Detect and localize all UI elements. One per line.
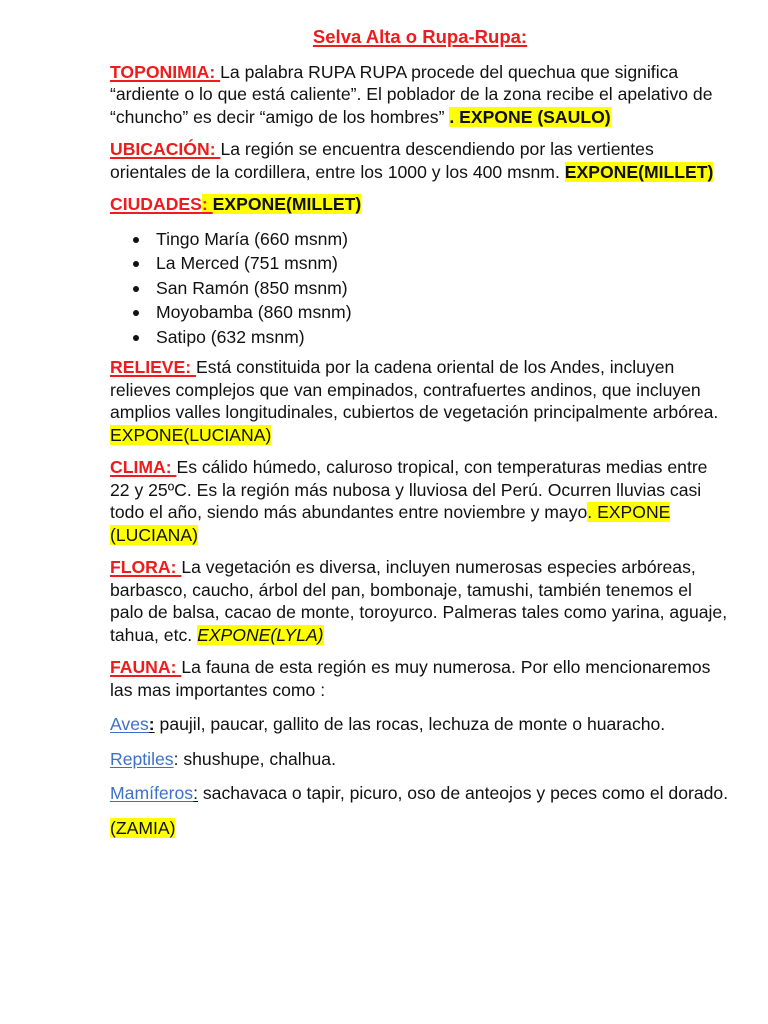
section-text-toponimia: La palabra RUPA RUPA procede del quechua que significa “ardiente o lo que está caliente”. El poblador de la zona recibe el apelativo de “chuncho” es decir “amigo de los hombres” (110, 61, 713, 127)
presenter-highlight-ciudades: EXPONE(MILLET) (212, 194, 362, 214)
section-aves (110, 713, 730, 736)
presenter-highlight-relieve: EXPONE(LUCIANA) (110, 424, 272, 445)
section-text-relieve: Está constituida por la cadena oriental de los Andes, incluyen relieves complejos que van empinados, contrafuertes andinos, que incluyen amplios valles longitudinales, cubiertos de vegetación principalmente arbórea. (110, 357, 719, 422)
section-text-flora: La vegetación es diversa, incluyen numerosas especies arbóreas, barbasco, caucho, árbol del pan, bombonaje, tamushi, también tenemos el palo de balsa, cacao de monte, toroyurco. Palmeras tales como yarina, aguaje, tahua, etc. (110, 557, 728, 645)
section-label-ciudades: CIUDADES (110, 194, 202, 214)
list-item-text: Satipo (632 msnm) (156, 326, 305, 347)
section-reptiles (110, 748, 730, 771)
closing-presenter (110, 817, 730, 840)
list-item-text: Tingo María (660 msnm) (156, 228, 348, 249)
cities-list (110, 228, 730, 349)
list-item-text: San Ramón (850 msnm) (156, 277, 348, 298)
list-item (156, 228, 730, 251)
bullet-icon (133, 286, 139, 292)
section-text-reptiles: : shushupe, chalhua. (173, 748, 336, 769)
list-item (156, 252, 730, 275)
section-mamiferos (110, 782, 730, 805)
presenter-highlight-clima: . EXPONE (LUCIANA) (110, 502, 671, 545)
section-label-reptiles: Reptiles (110, 748, 174, 769)
presenter-highlight-toponimia: . EXPONE (SAULO) (449, 106, 611, 127)
section-text-aves: paujil, paucar, gallito de las rocas, lechuza de monte o huaracho. (154, 714, 666, 734)
section-toponimia (110, 61, 730, 129)
bullet-icon (133, 310, 139, 316)
list-item (156, 301, 730, 324)
section-label-ciudades-colon: : (201, 194, 213, 214)
section-label-mamiferos-colon: : (193, 783, 198, 803)
bullet-icon (133, 237, 139, 243)
list-item-text: Moyobamba (860 msnm) (156, 302, 352, 322)
list-item (156, 326, 730, 349)
presenter-highlight-closing: (ZAMIA) (110, 817, 176, 838)
section-label-flora: FLORA: (110, 557, 182, 577)
list-item-text: La Merced (751 msnm) (156, 253, 338, 273)
section-flora (110, 556, 730, 646)
section-text-clima: Es cálido húmedo, caluroso tropical, con temperaturas medias entre 22 y 25ºC. Es la región más nubosa y lluviosa del Perú. Ocurren lluvias casi todo el año, siendo más abundantes entre noviembre y mayo (110, 457, 708, 522)
section-clima (110, 456, 730, 546)
section-label-aves: Aves (110, 714, 149, 734)
section-fauna (110, 656, 730, 701)
section-label-clima: CLIMA: (110, 457, 177, 477)
presenter-highlight-flora: EXPONE(LYLA) (197, 624, 324, 645)
bullet-icon (133, 335, 139, 341)
section-relieve (110, 356, 730, 446)
list-item (156, 277, 730, 300)
section-text-fauna: La fauna de esta región es muy numerosa. Por ello mencionaremos las mas importantes como : (110, 657, 711, 700)
section-label-fauna: FAUNA: (110, 657, 182, 677)
section-label-ubicacion: UBICACIÓN: (110, 139, 221, 159)
section-ubicacion (110, 138, 730, 183)
document-page (110, 26, 730, 849)
section-label-mamiferos: Mamíferos (110, 783, 194, 803)
section-text-ubicacion: La región se encuentra descendiendo por las vertientes orientales de la cordillera, entre los 1000 y los 400 msnm. (110, 139, 654, 182)
section-ciudades (110, 193, 730, 216)
bullet-icon (133, 261, 139, 267)
section-text-mamiferos: sachavaca o tapir, picuro, oso de anteojos y peces como el dorado. (198, 783, 729, 803)
section-label-aves-colon: : (148, 714, 155, 734)
page-title: Selva Alta o Rupa-Rupa: (312, 26, 528, 47)
section-label-toponimia: TOPONIMIA: (110, 61, 221, 82)
presenter-highlight-ubicacion: EXPONE(MILLET) (564, 161, 714, 182)
section-label-relieve: RELIEVE: (110, 357, 197, 377)
